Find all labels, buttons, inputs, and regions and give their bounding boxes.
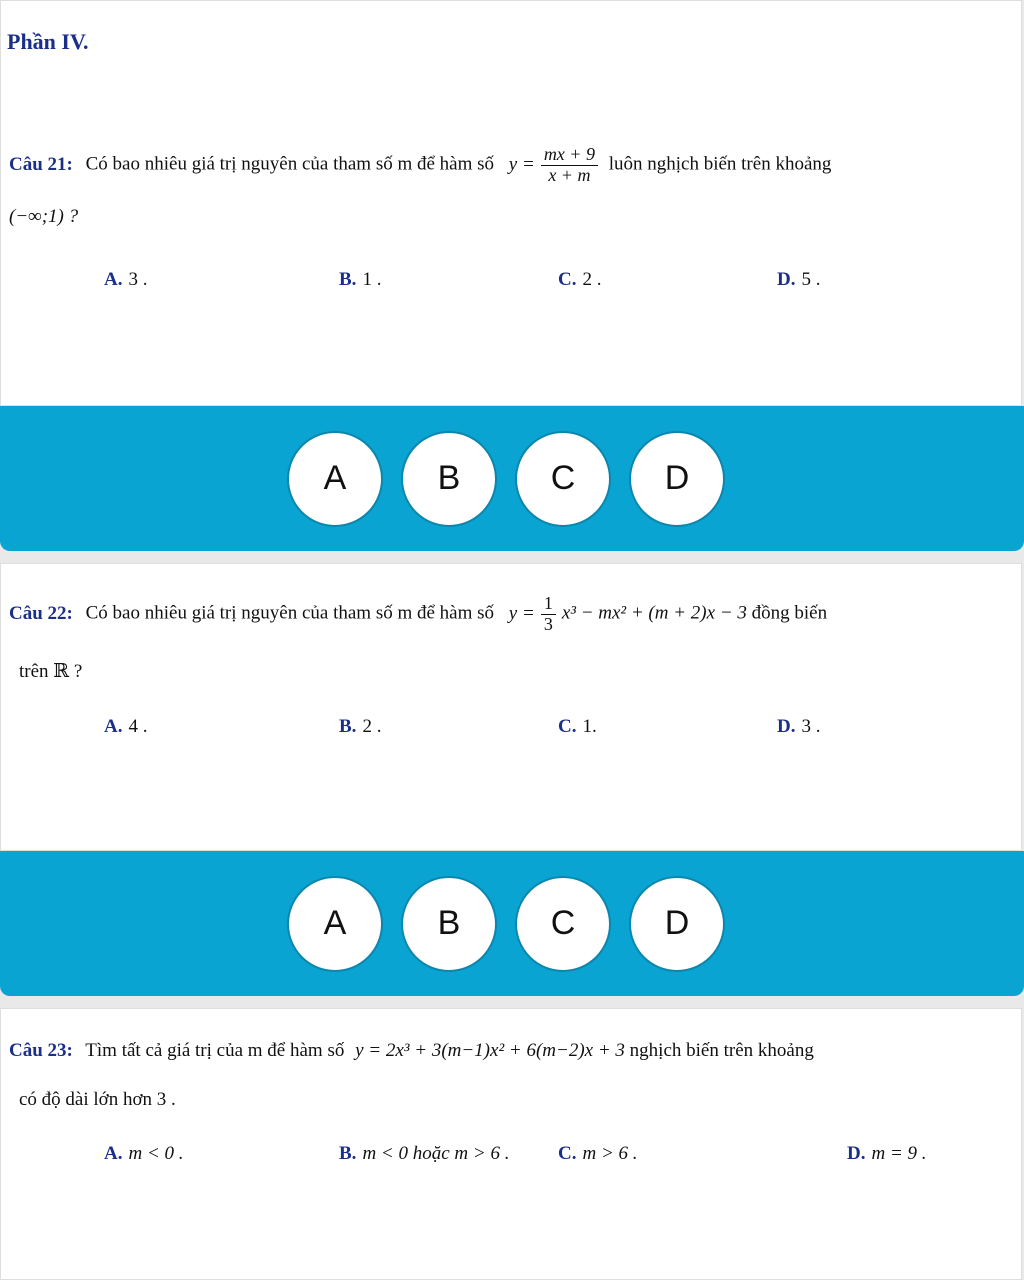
option-value: 4 . [128, 716, 148, 737]
answer-bubble-c[interactable]: C [515, 431, 611, 527]
option-value: m < 0 . [128, 1143, 184, 1164]
answer-band-22 [0, 851, 1024, 996]
section-title: Phần IV. [7, 29, 89, 54]
option-letter: A. [104, 269, 123, 290]
question-line-2: có độ dài lớn hơn 3 . [19, 1089, 176, 1110]
fraction-denominator: 3 [543, 613, 553, 634]
option-letter: D. [847, 1143, 866, 1164]
answer-bubble-d[interactable]: D [629, 431, 725, 527]
question-text-after: nghịch biến trên khoảng [629, 1040, 814, 1061]
option-value: 1 . [362, 269, 382, 290]
option-a [104, 1143, 184, 1165]
option-letter: D. [777, 716, 796, 737]
question-text-after: đồng biến [751, 602, 828, 624]
option-d [847, 1143, 927, 1165]
formula: y = 2x³ + 3(m−1)x² + 6(m−2)x + 3 [355, 1040, 625, 1061]
option-b [339, 1143, 509, 1165]
option-c [558, 269, 601, 291]
answer-band-21 [0, 406, 1024, 551]
fraction-numerator: 1 [541, 594, 556, 615]
option-value: m = 9 . [871, 1143, 927, 1164]
question-label: Câu 21: [9, 153, 73, 175]
option-value: 3 . [801, 716, 821, 737]
option-d [777, 269, 820, 291]
option-letter: B. [339, 716, 357, 737]
option-letter: C. [558, 1143, 577, 1164]
question-text-after: luôn nghịch biến trên khoảng [608, 153, 832, 175]
option-value: 5 . [801, 269, 821, 290]
answer-bubble-a[interactable]: A [287, 876, 383, 972]
question-text: Có bao nhiêu giá trị nguyên của tham số m để hàm số [85, 602, 495, 624]
formula-lhs: y = [508, 153, 535, 175]
option-letter: D. [777, 269, 796, 290]
option-c [558, 716, 597, 738]
question-text: Có bao nhiêu giá trị nguyên của tham số m để hàm số [85, 153, 495, 175]
fraction-denominator: x + m [548, 164, 591, 185]
option-letter: B. [339, 1143, 357, 1164]
option-letter: C. [558, 716, 577, 737]
option-b [339, 716, 381, 738]
option-a [104, 716, 147, 738]
answer-bubble-b[interactable]: B [401, 431, 497, 527]
option-letter: A. [104, 716, 123, 737]
fraction-numerator: mx + 9 [541, 145, 598, 166]
option-value: 1. [582, 716, 597, 737]
option-value: m > 6 . [582, 1143, 638, 1164]
answer-bubble-a[interactable]: A [287, 431, 383, 527]
question-23-text [9, 1039, 814, 1064]
question-label: Câu 23: [9, 1040, 73, 1061]
option-letter: B. [339, 269, 357, 290]
formula-fraction [541, 594, 556, 635]
question-label: Câu 22: [9, 602, 73, 624]
question-card-21 [0, 0, 1022, 406]
formula-rest: x³ − mx² + (m + 2)x − 3 [561, 602, 747, 624]
question-line-2: trên ℝ ? [19, 661, 83, 682]
answer-bubbles [287, 406, 725, 551]
option-b [339, 269, 381, 291]
answer-bubble-c[interactable]: C [515, 876, 611, 972]
question-line-2: (−∞;1) ? [9, 206, 79, 227]
option-letter: C. [558, 269, 577, 290]
question-card-23 [0, 1008, 1022, 1280]
question-text: Tìm tất cả giá trị của m để hàm số [85, 1040, 345, 1061]
option-d [777, 716, 820, 738]
option-a [104, 269, 147, 291]
option-value: 2 . [362, 716, 382, 737]
question-22-text [9, 594, 827, 635]
answer-bubbles [287, 851, 725, 996]
option-value: 2 . [582, 269, 602, 290]
formula-fraction [541, 145, 598, 186]
formula-lhs: y = [508, 602, 535, 624]
option-value: m < 0 hoặc m > 6 . [362, 1143, 510, 1164]
question-card-22 [0, 563, 1022, 851]
option-c [558, 1143, 638, 1165]
option-value: 3 . [128, 269, 148, 290]
answer-bubble-d[interactable]: D [629, 876, 725, 972]
question-21-text [9, 145, 831, 186]
answer-bubble-b[interactable]: B [401, 876, 497, 972]
option-letter: A. [104, 1143, 123, 1164]
